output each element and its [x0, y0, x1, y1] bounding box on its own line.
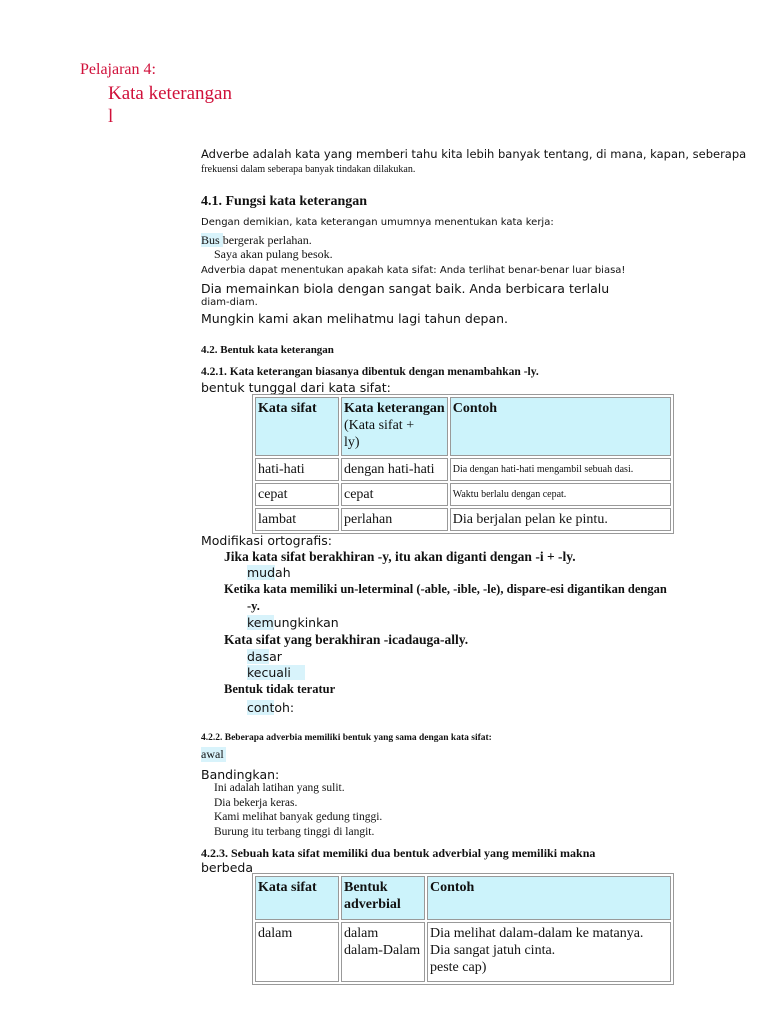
cell-adverb: dengan hati-hati	[341, 458, 448, 481]
cell-adverb-line2: dalam-Dalam	[344, 943, 421, 958]
section-4-2-1-heading: 4.2.1. Kata keterangan biasanya dibentuk dengan menambahkan -ly.	[201, 366, 539, 378]
bullet-item-2-text: Ketika kata memiliki un-leterminal (-able, -ible, -le), dispare-esi digantikan dengan	[224, 582, 667, 596]
table-row	[255, 458, 671, 481]
highlight: mud	[247, 565, 276, 580]
cell-example-line2: Dia sangat jatuh cinta.	[430, 943, 556, 958]
cell-adverb	[341, 922, 425, 982]
table-row	[255, 483, 671, 506]
header-kata-sifat: Kata sifat	[255, 876, 339, 920]
header-kata-keterangan-line2: (Kata sifat +	[344, 418, 415, 433]
s41-example-1-text: bergerak perlahan.	[222, 233, 312, 247]
bullet-1-example-text: ah	[275, 565, 291, 580]
header-contoh: Contoh	[450, 397, 671, 456]
bullet-4-example	[247, 700, 294, 715]
bullet-item-4	[224, 682, 335, 697]
cell-example-line1: Dia melihat dalam-dalam ke matanya.	[430, 926, 644, 941]
table-header-row	[255, 876, 671, 920]
section-4-2-3-text: berbeda	[201, 860, 253, 875]
lesson-label: Pelajaran 4:	[80, 61, 156, 78]
cell-adjective: cepat	[255, 483, 339, 506]
compare-heading: Bandingkan:	[201, 767, 280, 782]
bullet-item-3	[224, 632, 468, 648]
bullet-2-example	[247, 615, 339, 630]
bullet-3-example-1	[247, 649, 282, 664]
s41-example-1	[201, 233, 312, 248]
cell-adjective: hati-hati	[255, 458, 339, 481]
bullet-item-4-text: Bentuk tidak teratur	[224, 682, 336, 696]
page-title-suffix: l	[108, 106, 114, 127]
bullet-item-3-text: Kata sifat yang berakhiran -icadauga-ally.	[224, 632, 469, 647]
header-kata-keterangan-line3: ly)	[344, 435, 360, 450]
s41-paragraph-3: Dia memainkan biola dengan sangat baik. Anda berbicara terlalu	[201, 281, 610, 296]
table-row	[255, 922, 671, 982]
s41-paragraph-4: Mungkin kami akan melihatmu lagi tahun depan.	[201, 311, 509, 326]
intro-line-1: Adverbe adalah kata yang memberi tahu kita lebih banyak tentang, di mana, kapan, seberapa	[201, 147, 747, 161]
cell-example: Waktu berlalu dengan cepat.	[450, 483, 671, 506]
compare-line: Kami melihat banyak gedung tinggi.	[214, 811, 383, 823]
cell-example	[427, 922, 671, 982]
intro-line-2: frekuensi dalam seberapa banyak tindakan dilakukan.	[201, 164, 416, 175]
bullet-4-example-text: oh:	[274, 700, 295, 715]
section-4-2-2-example: awal	[201, 747, 224, 761]
cell-example: Dia berjalan pelan ke pintu.	[450, 508, 671, 531]
s41-paragraph-1: Dengan demikian, kata keterangan umumnya menentukan kata kerja:	[201, 217, 554, 228]
header-bentuk-adverbial	[341, 876, 425, 920]
s41-paragraph-2: Adverbia dapat menentukan apakah kata sifat: Anda terlihat benar-benar luar biasa!	[201, 265, 626, 276]
bullet-item-2-cont: -y.	[247, 599, 260, 613]
bullet-3-example-1-text: ar	[269, 649, 282, 664]
cell-adverb-line1: dalam	[344, 926, 379, 941]
highlight: kem	[247, 615, 274, 630]
s41-example-2: Saya akan pulang besok.	[214, 247, 333, 261]
page-title: Kata keterangan	[108, 83, 232, 104]
highlight: das	[247, 649, 270, 664]
header-kata-keterangan-line1: Kata keterangan	[344, 401, 445, 416]
bullet-item-1	[224, 549, 576, 565]
highlight: cont	[247, 700, 275, 715]
section-4-2-1-text: bentuk tunggal dari kata sifat:	[201, 380, 391, 395]
header-kata-sifat: Kata sifat	[255, 397, 339, 456]
section-4-2-3-heading: 4.2.3. Sebuah kata sifat memiliki dua bentuk adverbial yang memiliki makna	[201, 846, 596, 860]
dual-adverb-table	[252, 873, 674, 985]
compare-line: Dia bekerja keras.	[214, 797, 298, 809]
compare-line: Burung itu terbang tinggi di langit.	[214, 826, 375, 838]
s41-paragraph-3b: diam-diam.	[201, 297, 258, 308]
section-4-2-2-heading: 4.2.2. Beberapa adverbia memiliki bentuk yang sama dengan kata sifat:	[201, 733, 492, 743]
bullet-2-example-text: ungkinkan	[273, 615, 339, 630]
cell-adjective: dalam	[255, 922, 339, 982]
header-bentuk-line2: adverbial	[344, 897, 401, 912]
bullet-item-1-text: Jika kata sifat berakhiran -y, itu akan diganti dengan -i + -ly.	[224, 549, 576, 564]
highlight: Bus	[201, 233, 223, 247]
bullet-item-2	[224, 582, 667, 597]
adverb-formation-table	[252, 394, 674, 534]
table-header-row	[255, 397, 671, 456]
cell-adverb: cepat	[341, 483, 448, 506]
section-4-2-heading: 4.2. Bentuk kata keterangan	[201, 344, 334, 356]
compare-line: Ini adalah latihan yang sulit.	[214, 782, 345, 794]
cell-example-line3: peste cap)	[430, 960, 487, 975]
header-contoh: Contoh	[427, 876, 671, 920]
cell-example: Dia dengan hati-hati mengambil sebuah dasi.	[450, 458, 671, 481]
section-4-1-heading: 4.1. Fungsi kata keterangan	[201, 194, 368, 209]
header-bentuk-line1: Bentuk	[344, 880, 388, 895]
cell-adjective: lambat	[255, 508, 339, 531]
bullet-3-example-2: kecuali	[247, 665, 305, 680]
cell-adverb: perlahan	[341, 508, 448, 531]
orthographic-heading: Modifikasi ortografis:	[201, 533, 333, 548]
table-row	[255, 508, 671, 531]
header-kata-keterangan	[341, 397, 448, 456]
bullet-1-example	[247, 565, 291, 580]
